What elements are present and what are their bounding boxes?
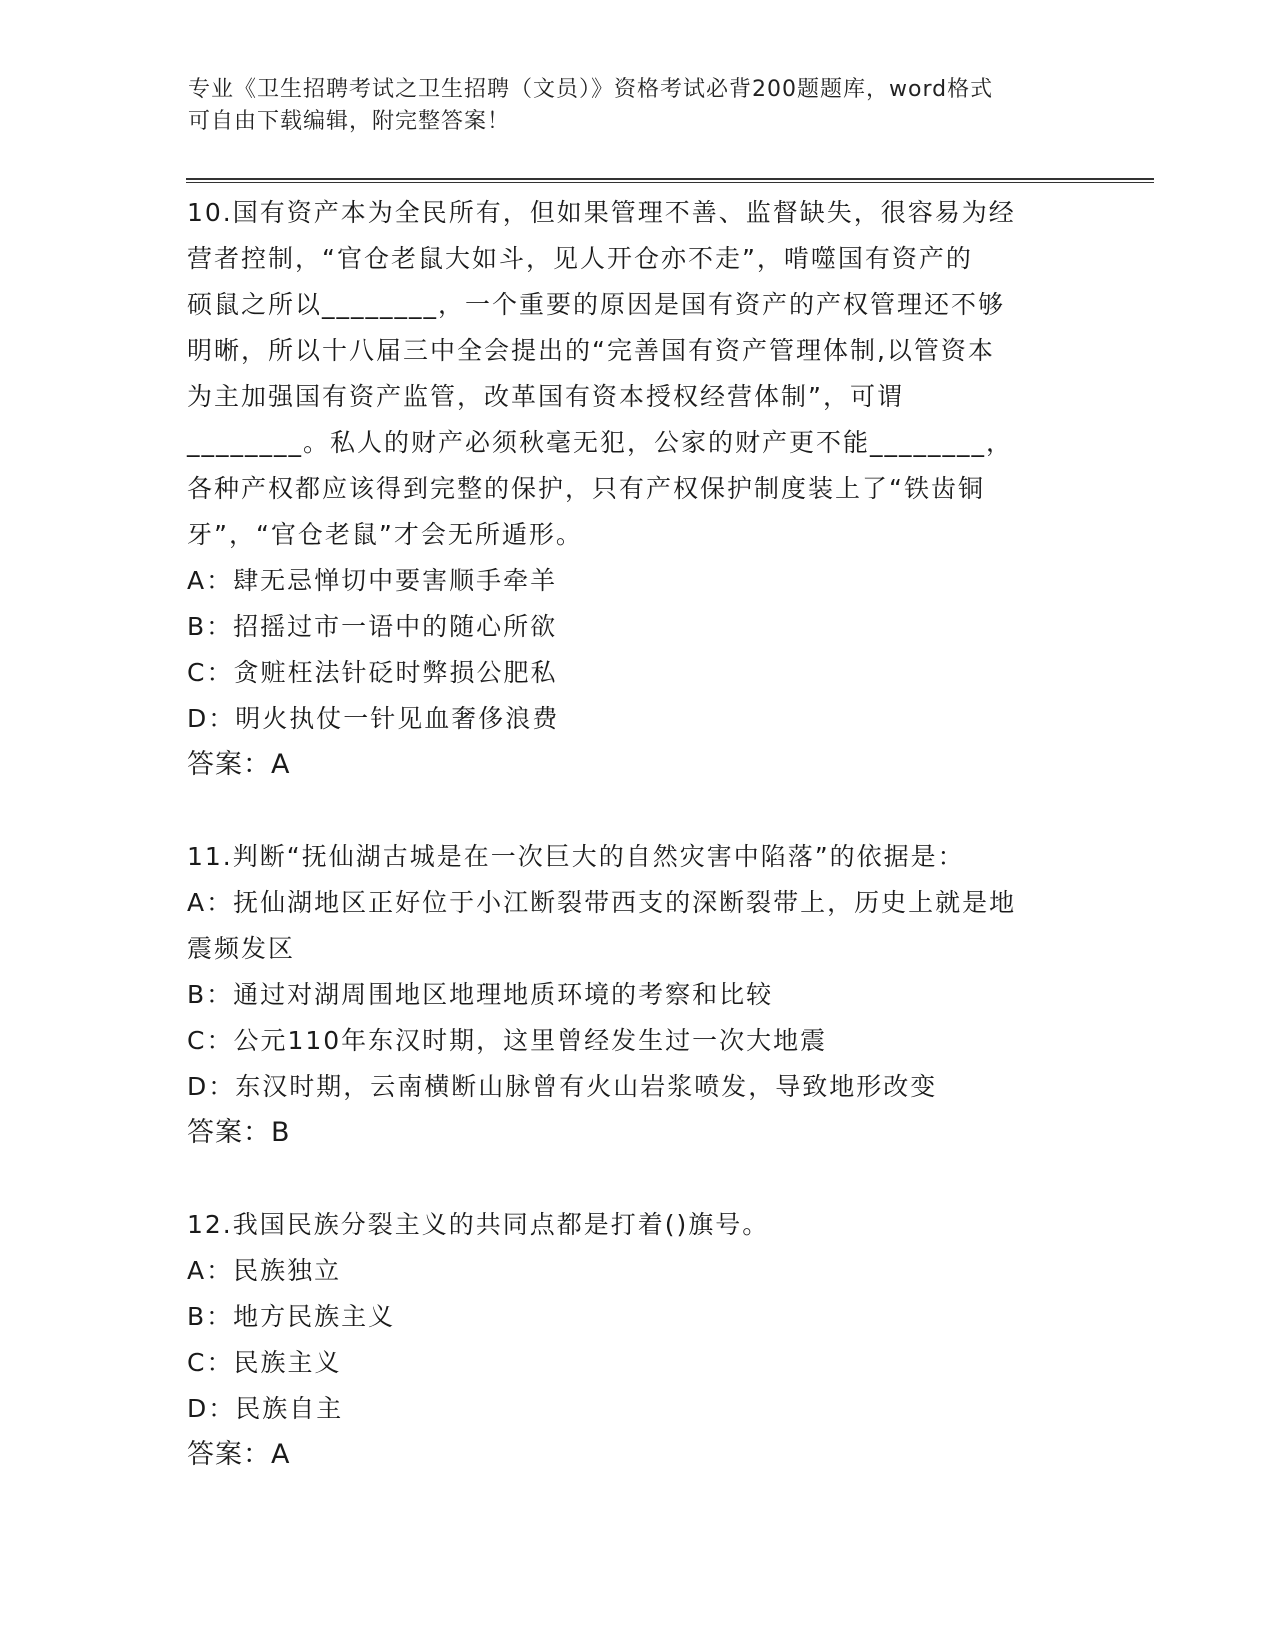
option-b: B：招摇过市一语中的随心所欲 bbox=[187, 612, 558, 641]
question-10 bbox=[187, 190, 1087, 788]
answer-label: 答案：A bbox=[187, 1439, 291, 1470]
option-c: C：民族主义 bbox=[187, 1348, 342, 1377]
header-line-1: 专业《卫生招聘考试之卫生招聘（文员）》资格考试必背200题题库，word格式 bbox=[188, 77, 994, 102]
question-stem-line: 硕鼠之所以________，一个重要的原因是国有资产的产权管理还不够 bbox=[187, 290, 1006, 319]
question-stem-line: 营者控制，“官仓老鼠大如斗，见人开仓亦不走”，啃噬国有资产的 bbox=[187, 244, 973, 273]
question-stem-line: 为主加强国有资产监管，改革国有资本授权经营体制”，可谓 bbox=[187, 382, 904, 411]
question-stem-line: 各种产权都应该得到完整的保护，只有产权保护制度装上了“铁齿铜 bbox=[187, 474, 985, 503]
option-d: D：民族自主 bbox=[187, 1394, 344, 1423]
question-stem-line: 11.判断“抚仙湖古城是在一次巨大的自然灾害中陷落”的依据是： bbox=[187, 842, 965, 871]
option-b: B：地方民族主义 bbox=[187, 1302, 396, 1331]
option-d: D：明火执仗一针见血奢侈浪费 bbox=[187, 704, 560, 733]
option-c: C：公元110年东汉时期，这里曾经发生过一次大地震 bbox=[187, 1026, 828, 1055]
question-stem-line: 12.我国民族分裂主义的共同点都是打着()旗号。 bbox=[187, 1210, 770, 1239]
option-a-continued: 震频发区 bbox=[187, 934, 296, 963]
question-12 bbox=[187, 1202, 1087, 1478]
option-c: C：贪赃枉法针砭时弊损公肥私 bbox=[187, 658, 558, 687]
option-a: A：抚仙湖地区正好位于小江断裂带西支的深断裂带上，历史上就是地 bbox=[187, 888, 1017, 917]
option-d: D：东汉时期，云南横断山脉曾有火山岩浆喷发，导致地形改变 bbox=[187, 1072, 938, 1101]
header-divider bbox=[186, 178, 1154, 183]
question-11 bbox=[187, 834, 1087, 1156]
option-b: B：通过对湖周围地区地理地质环境的考察和比较 bbox=[187, 980, 774, 1009]
answer-label: 答案：B bbox=[187, 1117, 291, 1148]
option-a: A：民族独立 bbox=[187, 1256, 342, 1285]
question-stem-line: ________。私人的财产必须秋毫无犯，公家的财产更不能________， bbox=[187, 428, 1014, 457]
question-stem-line: 牙”，“官仓老鼠”才会无所遁形。 bbox=[187, 520, 583, 549]
header-line-2: 可自由下载编辑，附完整答案！ bbox=[188, 109, 511, 134]
question-list bbox=[187, 190, 1087, 1524]
answer-label: 答案：A bbox=[187, 749, 291, 780]
option-a: A：肆无忌惮切中要害顺手牵羊 bbox=[187, 566, 558, 595]
question-stem-line: 10.国有资产本为全民所有，但如果管理不善、监督缺失，很容易为经 bbox=[187, 198, 1016, 227]
question-stem-line: 明晰，所以十八届三中全会提出的“完善国有资产管理体制,以管资本 bbox=[187, 336, 995, 365]
document-header bbox=[188, 74, 1068, 138]
